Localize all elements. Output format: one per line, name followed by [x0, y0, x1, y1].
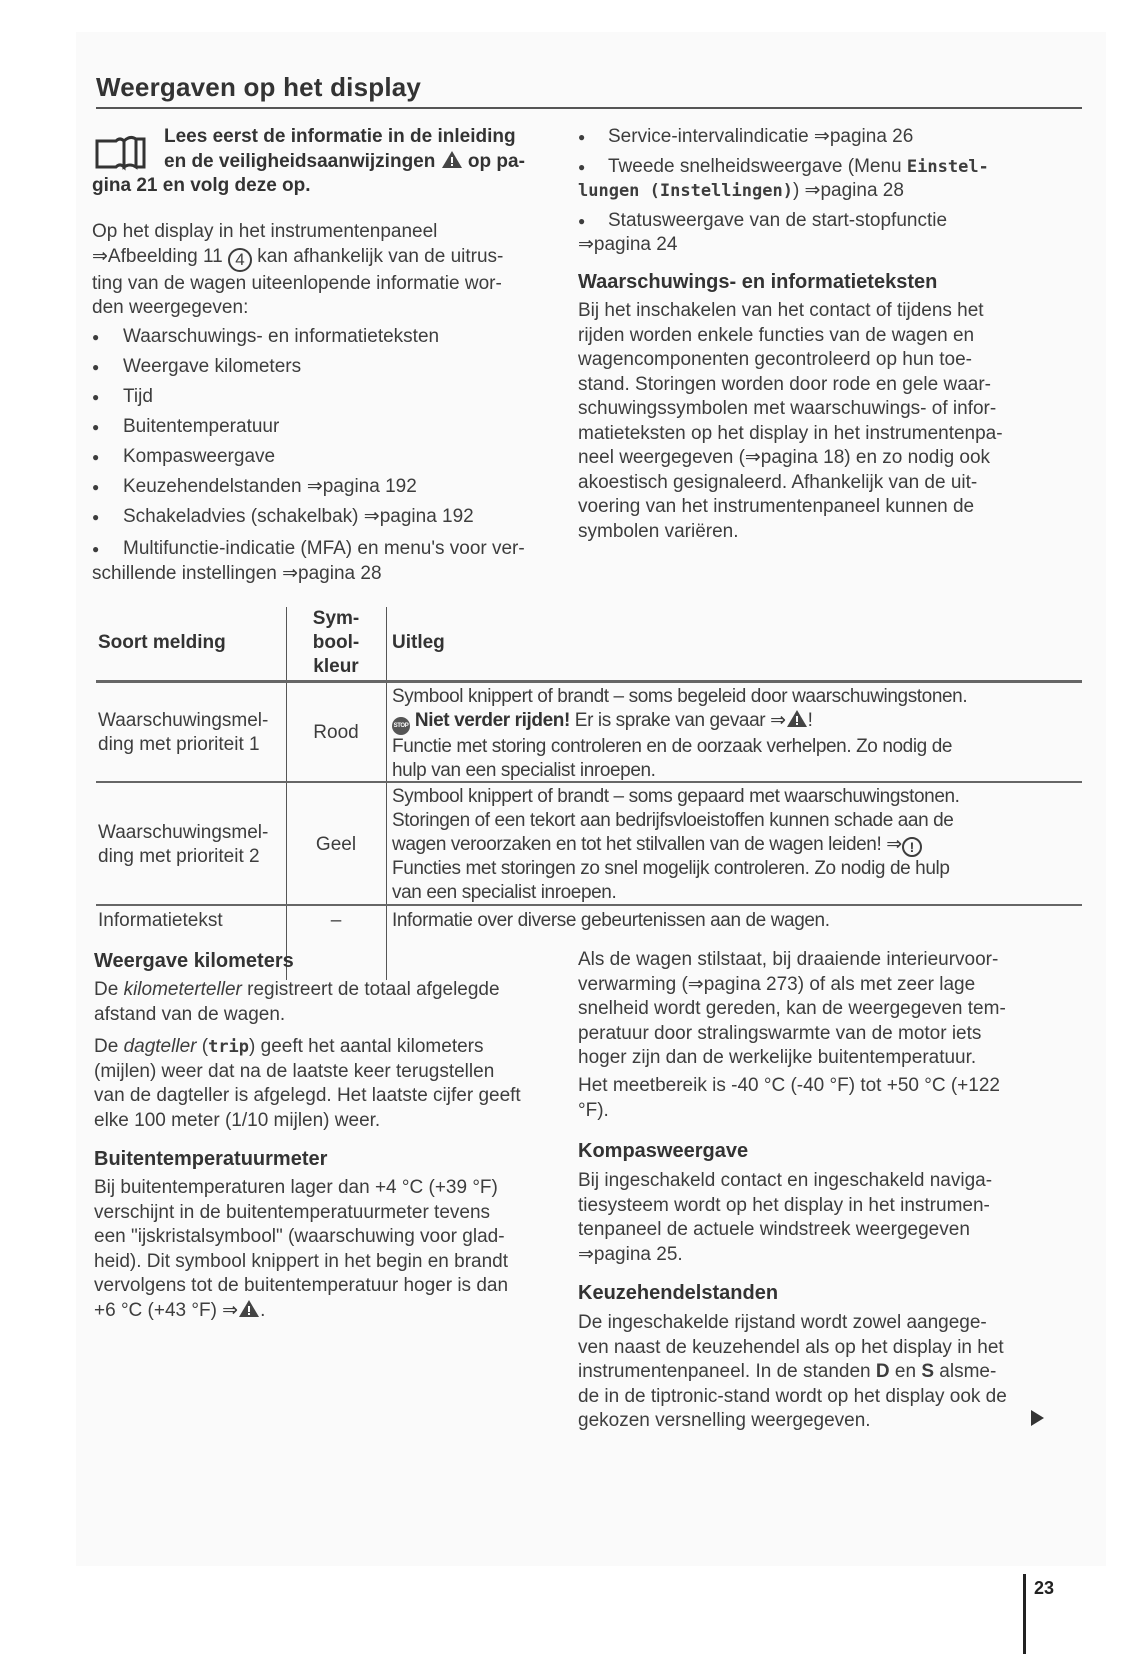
list-item: ● Tweede snelheidsweergave (Menu Einstel-	[578, 155, 989, 177]
list-item: ● Kompasweergave	[92, 445, 552, 470]
temperature-paragraph: Bij buitentemperaturen lager dan +4 °C (+39 °F) verschijnt in de buitentemperatuurmeter tevens een "ijskristalsymbool" (waarschuwing voor glad- heid). Dit symbool knippert in het begin en brandt vervolgens tot de buitentemperatuur hoger is dan +6 °C (+43 °F) ⇒ .	[94, 1177, 509, 1321]
warning-triangle-icon	[786, 709, 808, 728]
callout-number: 4	[228, 248, 252, 272]
warnings-paragraph: Bij het inschakelen van het contact of tijdens het rijden worden enkele functies van de wagen en wagencomponenten gecontroleerd op hun toe- stand. Storingen worden door rode en gele waar- schuwingssymbolen met waarschuwings- of infor- matieteksten op het display in het instrumentenpa- neel weergegeven (⇒pagina 18) en zo nodig ook akoestisch gesignaleerd. Afhankelijk van de uit- voering van het instrumentenpaneel kunnen de symbolen variëren.	[578, 300, 1003, 542]
intro-paragraph: Op het display in het instrumentenpaneel ⇒Afbeelding 11 4 kan afhankelijk van de uitrus- ting van de wagen uiteenlopende informatie wor- den weergegeven:	[92, 221, 504, 318]
caution-circle-icon: !	[902, 837, 922, 857]
section-heading-temperature: Buitentemperatuurmeter	[94, 1148, 328, 1170]
page-title: Weergaven op het display	[96, 72, 422, 102]
notice-text: Lees eerst de informatie in de inleiding en de veiligheidsaanwijzingen op pa-	[164, 126, 525, 172]
table-header-color: Sym- bool- kleur	[312, 608, 360, 677]
list-item: ● Schakeladvies (schakelbak) ⇒pagina 192	[92, 505, 552, 530]
list-item: ● Tijd	[92, 385, 552, 410]
list-item: ● Weergave kilometers	[92, 355, 552, 380]
list-item: ● Service-intervalindicatie ⇒pagina 26	[578, 126, 914, 147]
page-number-rule	[1023, 1574, 1026, 1654]
kilometers-paragraph-2: De dagteller (trip) geeft het aantal kilometers (mijlen) weer dat na de laatste keer terugstellen van de dagteller is afgelegd. Het laatste cijfer geeft elke 100 meter (1/10 mijlen) weer.	[94, 1036, 521, 1131]
book-icon	[94, 133, 156, 176]
kilometers-paragraph-1: De kilometerteller registreert de totaal afgelegde afstand van de wagen.	[94, 979, 500, 1025]
temperature-range-paragraph: Het meetbereik is -40 °C (-40 °F) tot +50 °C (+122 °F).	[578, 1075, 1000, 1121]
section-heading-compass: Kompasweergave	[578, 1140, 749, 1162]
list-item: ● Keuzehendelstanden ⇒pagina 192	[92, 475, 552, 500]
temperature-paragraph-cont: Als de wagen stilstaat, bij draaiende interieurvoor- verwarming (⇒pagina 273) of als met zeer lage snelheid wordt gereden, kan de weergegeven tem- peratuur door stralingswarmte van de motor iets hoger zijn dan de werkelijke buitentemperatuur.	[578, 949, 1006, 1068]
selector-paragraph: De ingeschakelde rijstand wordt zowel aangege- ven naast de keuzehendel als op het display in het instrumentenpaneel. In de standen D en S alsme- de in de tiptronic-stand wordt op het display ook de gekozen versnelling weergegeven.	[578, 1312, 1007, 1431]
compass-paragraph: Bij ingeschakeld contact en ingeschakeld naviga- tiesysteem wordt op het display in het instrumen- tenpaneel de actuele windstreek weergegeven ⇒pagina 25.	[578, 1170, 993, 1265]
notice-text-cont: gina 21 en volg deze op.	[92, 175, 311, 196]
display-items-list	[92, 325, 552, 535]
list-item: ● Waarschuwings- en informatieteksten	[92, 325, 552, 350]
section-heading-warnings: Waarschuwings- en informatieteksten	[578, 271, 938, 293]
list-item-mfa: ● Multifunctie-indicatie (MFA) en menu's voor ver- schillende instellingen ⇒pagina 28	[92, 538, 525, 584]
stop-icon: STOP	[392, 717, 410, 735]
page-number: 23	[1034, 1578, 1055, 1598]
section-heading-kilometers: Weergave kilometers	[94, 950, 294, 972]
list-item: ● Buitentemperatuur	[92, 415, 552, 440]
right-bullets: ● Service-intervalindicatie ⇒pagina 26 ● Tweede snelheidsweergave (Menu Einstel- lungen (Instellingen)) ⇒pagina 28 ● Statusweergave van de start-stopfunctie ⇒pagina 24	[578, 125, 1038, 258]
warning-triangle-icon	[238, 1299, 260, 1318]
continue-arrow-icon	[1031, 1410, 1044, 1426]
warning-triangle-icon	[441, 150, 463, 169]
section-heading-selector: Keuzehendelstanden	[578, 1282, 779, 1304]
list-item: ● Statusweergave van de start-stopfunctie	[578, 209, 948, 231]
table-header-explanation: Uitleg	[392, 632, 445, 653]
title-divider	[96, 107, 1082, 109]
table-header-type: Soort melding	[98, 632, 226, 653]
